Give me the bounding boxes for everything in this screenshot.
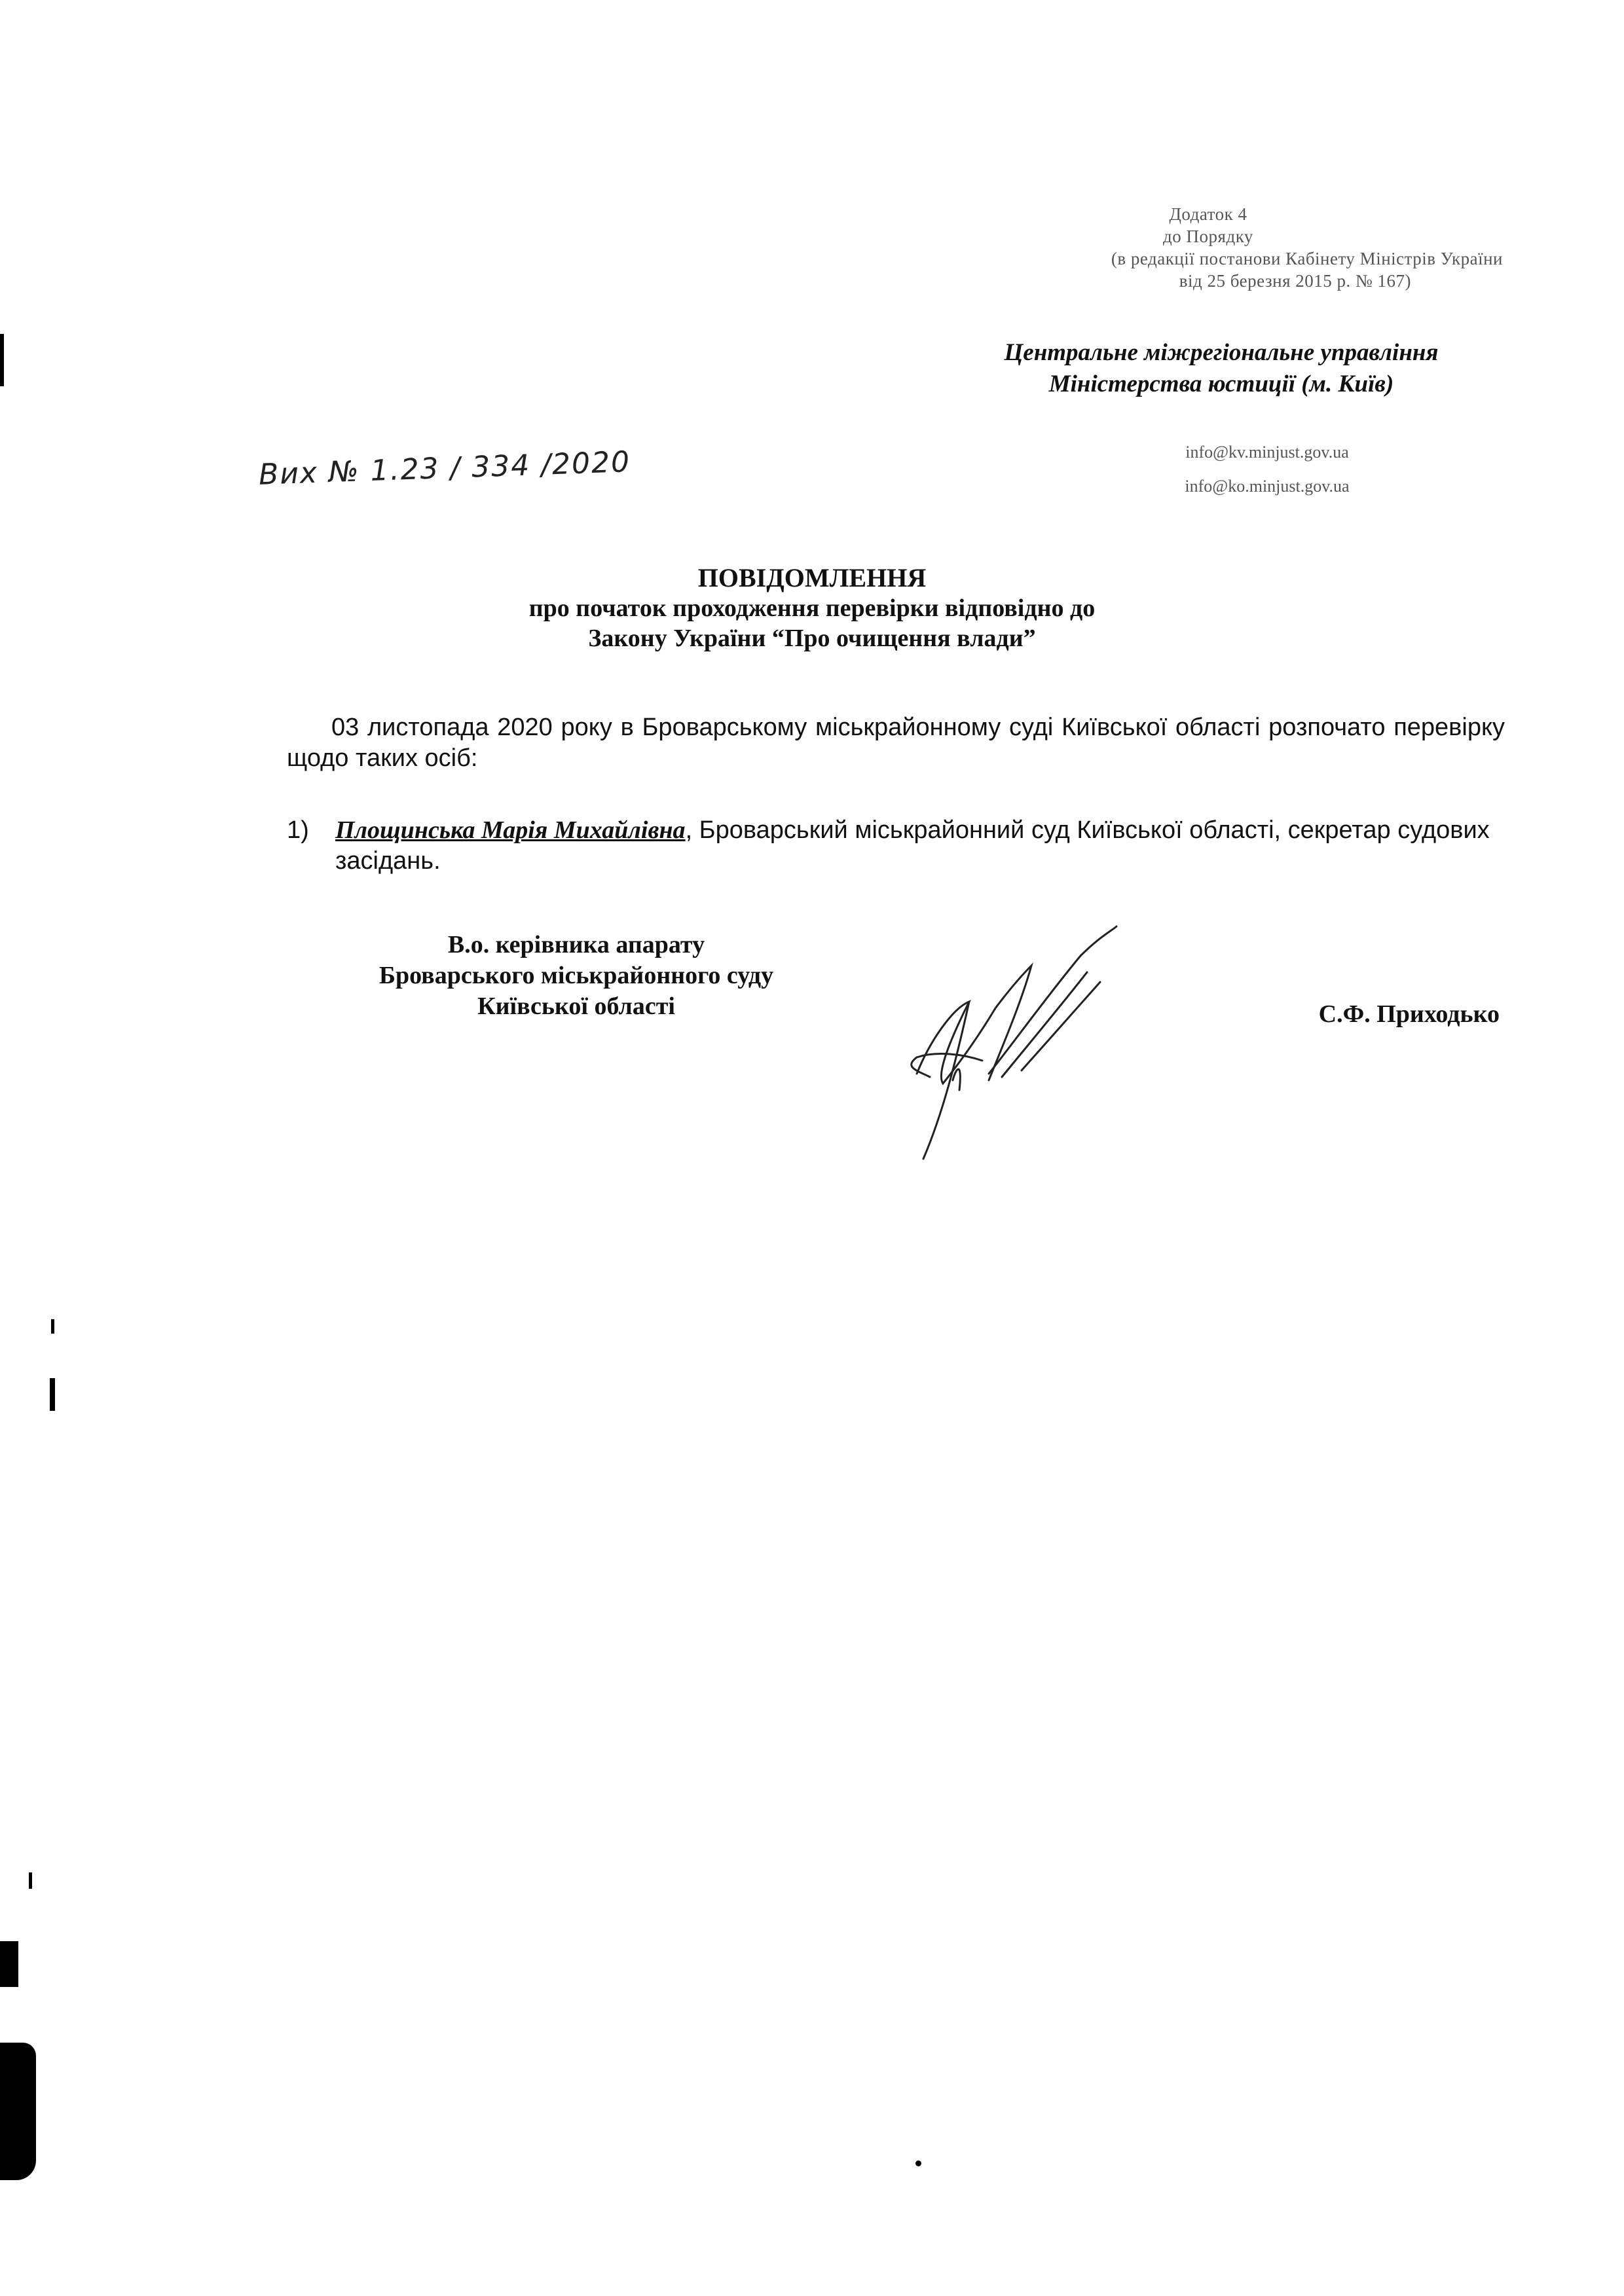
position-line: Броварського міськрайонного суду <box>378 962 774 989</box>
position-line: Київської області <box>477 993 675 1020</box>
person-details: , Броварський міськрайонний суд Київської області, секретар судових засідань. <box>335 816 1490 875</box>
email-address: info@kv.minjust.gov.ua <box>1185 443 1349 462</box>
addressee-line: Міністерства юстиції (м. Київ) <box>1048 371 1394 397</box>
list-item <box>287 815 1505 877</box>
scan-artifact <box>0 2043 36 2180</box>
addressee-line: Центральне міжрегіональне управління <box>1004 339 1439 366</box>
body-paragraph: 03 листопада 2020 року в Броварському міськрайонному суді Київської області розпочато перевірку щодо таких осіб: <box>287 714 1505 772</box>
annex-line: до Порядку <box>1163 227 1253 246</box>
position-line: В.о. керівника апарату <box>447 931 705 958</box>
addressee <box>917 337 1526 400</box>
registration-number: Вих № 1.23 / 334 /2020 <box>258 445 631 492</box>
signatory-position <box>314 930 838 1022</box>
document-title <box>0 563 1624 653</box>
list-item-number: 1) <box>287 816 309 844</box>
title-line: Закону України “Про очищення влади” <box>588 625 1036 652</box>
scan-artifact <box>51 1319 54 1334</box>
title-line: ПОВІДОМЛЕННЯ <box>697 563 927 592</box>
scan-artifact <box>915 2160 921 2166</box>
scan-artifact <box>0 1941 18 1987</box>
annex-line: (в редакції постанови Кабінету Міністрів України <box>1111 249 1503 268</box>
scan-artifact <box>50 1378 55 1411</box>
scan-artifact <box>0 334 4 386</box>
email-list <box>1126 435 1408 503</box>
title-line: про початок проходження перевірки відповідно до <box>528 594 1096 622</box>
annex-line: Додаток 4 <box>1169 204 1247 224</box>
annex-line: від 25 березня 2015 р. № 167) <box>1179 271 1411 291</box>
email-address: info@ko.minjust.gov.ua <box>1185 477 1350 496</box>
scan-artifact <box>29 1872 32 1889</box>
signatory-name: С.Ф. Приходько <box>1318 1000 1500 1028</box>
handwritten-signature <box>891 910 1179 1165</box>
person-name: Площинська Марія Михайлівна <box>335 816 686 844</box>
annex-reference <box>913 203 1503 292</box>
